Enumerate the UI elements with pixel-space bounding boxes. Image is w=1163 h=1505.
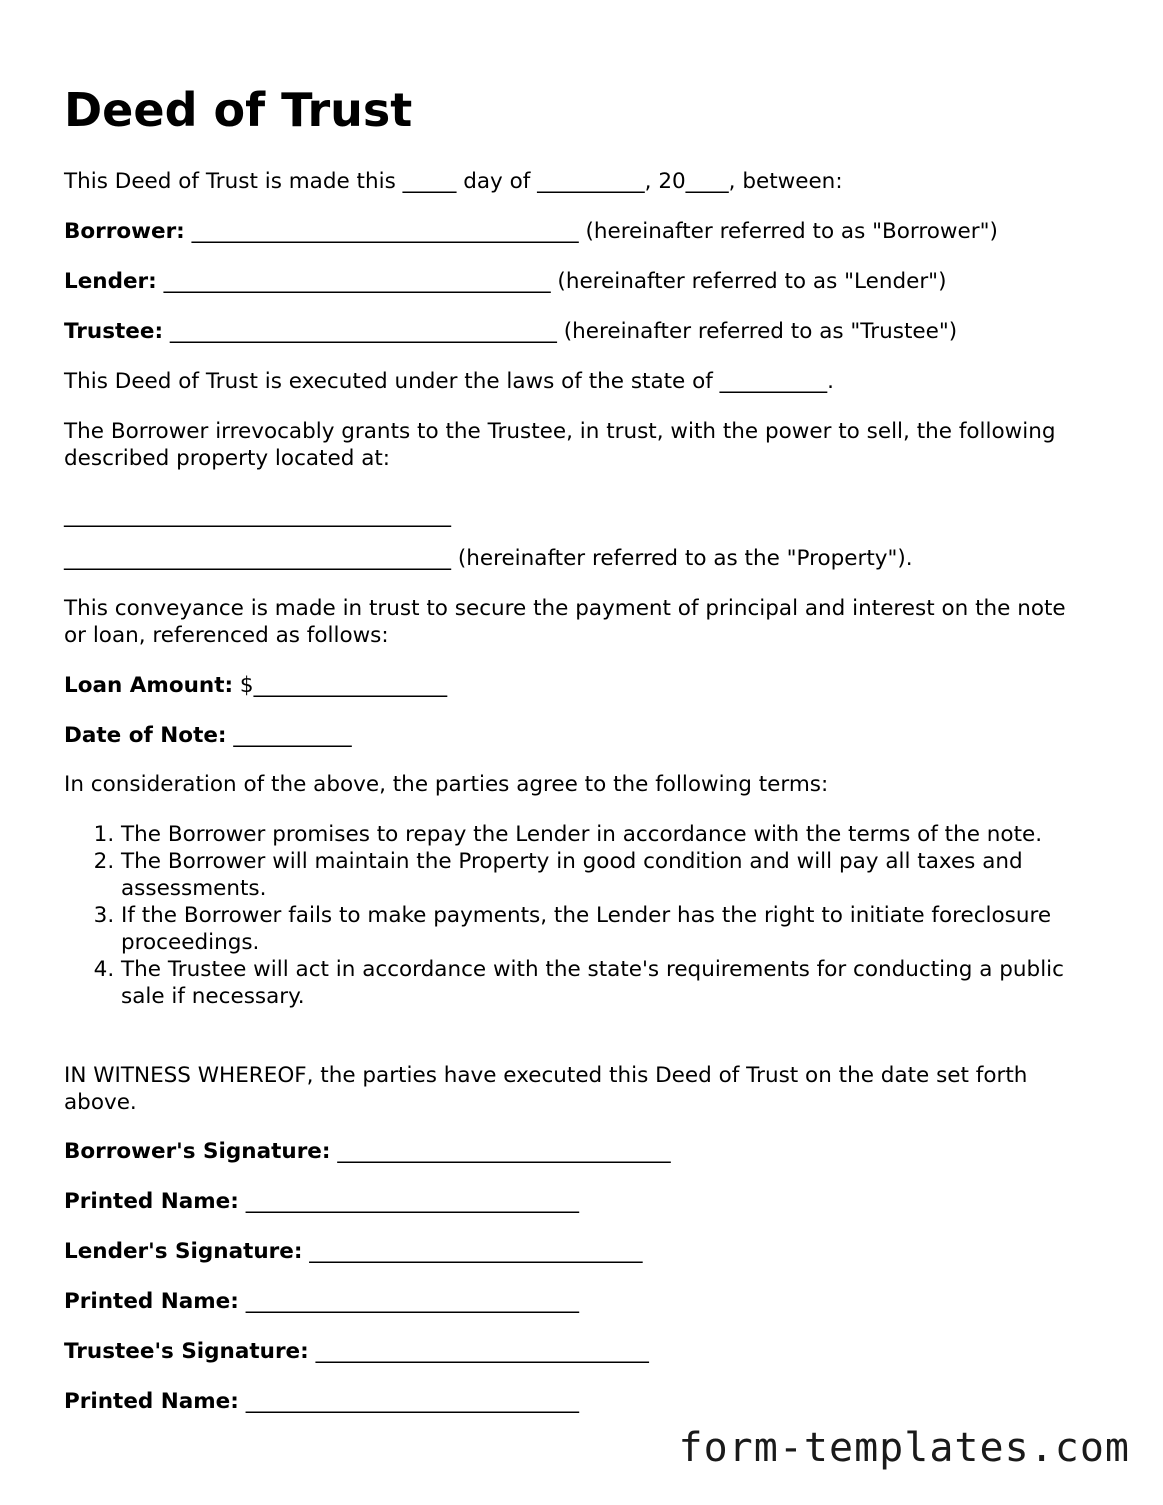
signature-field: _______________________________ — [330, 1139, 671, 1164]
date-of-note-label: Date of Note: — [64, 723, 227, 748]
document-title: Deed of Trust — [64, 83, 413, 137]
trustee-field: ____________________________________ (hereinafter referred to as "Trustee") — [163, 319, 958, 344]
borrower-signature-line — [64, 1138, 671, 1165]
signature-label: Lender's Signature: — [64, 1239, 303, 1264]
signature-label: Trustee's Signature: — [64, 1339, 309, 1364]
state-clause: This Deed of Trust is executed under the laws of the state of __________. — [64, 369, 835, 394]
trustee-signature-line — [64, 1338, 649, 1365]
borrower-printed-name-line — [64, 1188, 579, 1215]
terms-intro: In consideration of the above, the parties agree to the following terms: — [64, 772, 829, 797]
date-of-note-line — [64, 722, 352, 749]
list-item: 1. The Borrower promises to repay the Lender in accordance with the terms of the note. — [121, 821, 1101, 848]
borrower-label: Borrower: — [64, 219, 185, 244]
signature-field: _______________________________ — [238, 1289, 579, 1314]
signature-field: _______________________________ — [238, 1189, 579, 1214]
signature-label: Printed Name: — [64, 1289, 239, 1314]
signature-field: _______________________________ — [302, 1239, 643, 1264]
property-line-2: ____________________________________ (hereinafter referred to as the "Property"). — [64, 546, 913, 571]
list-item: 4. The Trustee will act in accordance with the state's requirements for conducting a public sale if necessary. — [121, 956, 1101, 1010]
lender-line — [64, 268, 946, 295]
signature-field: _______________________________ — [238, 1389, 579, 1414]
grant-clause: The Borrower irrevocably grants to the Trustee, in trust, with the power to sell, the following described property located at: — [64, 419, 1056, 471]
loan-amount-field: $__________________ — [233, 673, 448, 698]
signature-label: Printed Name: — [64, 1389, 239, 1414]
date-of-note-field: ___________ — [226, 723, 352, 748]
terms-list — [64, 821, 1101, 1010]
loan-amount-label: Loan Amount: — [64, 673, 234, 698]
list-item: 2. The Borrower will maintain the Property in good condition and will pay all taxes and assessments. — [121, 848, 1101, 902]
lender-signature-line — [64, 1238, 643, 1265]
signature-label: Printed Name: — [64, 1189, 239, 1214]
conveyance-clause: This conveyance is made in trust to secure the payment of principal and interest on the note or loan, referenced as follows: — [64, 596, 1066, 648]
signature-field: _______________________________ — [308, 1339, 649, 1364]
signature-label: Borrower's Signature: — [64, 1139, 331, 1164]
trustee-line — [64, 318, 957, 345]
intro-line: This Deed of Trust is made this _____ day of __________, 20____, between: — [64, 169, 843, 194]
trustee-printed-name-line — [64, 1388, 579, 1415]
lender-printed-name-line — [64, 1288, 579, 1315]
trustee-label: Trustee: — [64, 319, 164, 344]
lender-field: ____________________________________ (hereinafter referred to as "Lender") — [156, 269, 947, 294]
borrower-field: ____________________________________ (hereinafter referred to as "Borrower") — [184, 219, 998, 244]
lender-label: Lender: — [64, 269, 157, 294]
watermark: form-templates.com — [678, 1425, 1130, 1471]
list-item: 3. If the Borrower fails to make payments, the Lender has the right to initiate foreclosure proceedings. — [121, 902, 1101, 956]
loan-amount-line — [64, 672, 447, 699]
property-line-1: ____________________________________ — [64, 503, 451, 528]
witness-clause: IN WITNESS WHEREOF, the parties have executed this Deed of Trust on the date set forth above. — [64, 1063, 1028, 1115]
borrower-line — [64, 218, 998, 245]
